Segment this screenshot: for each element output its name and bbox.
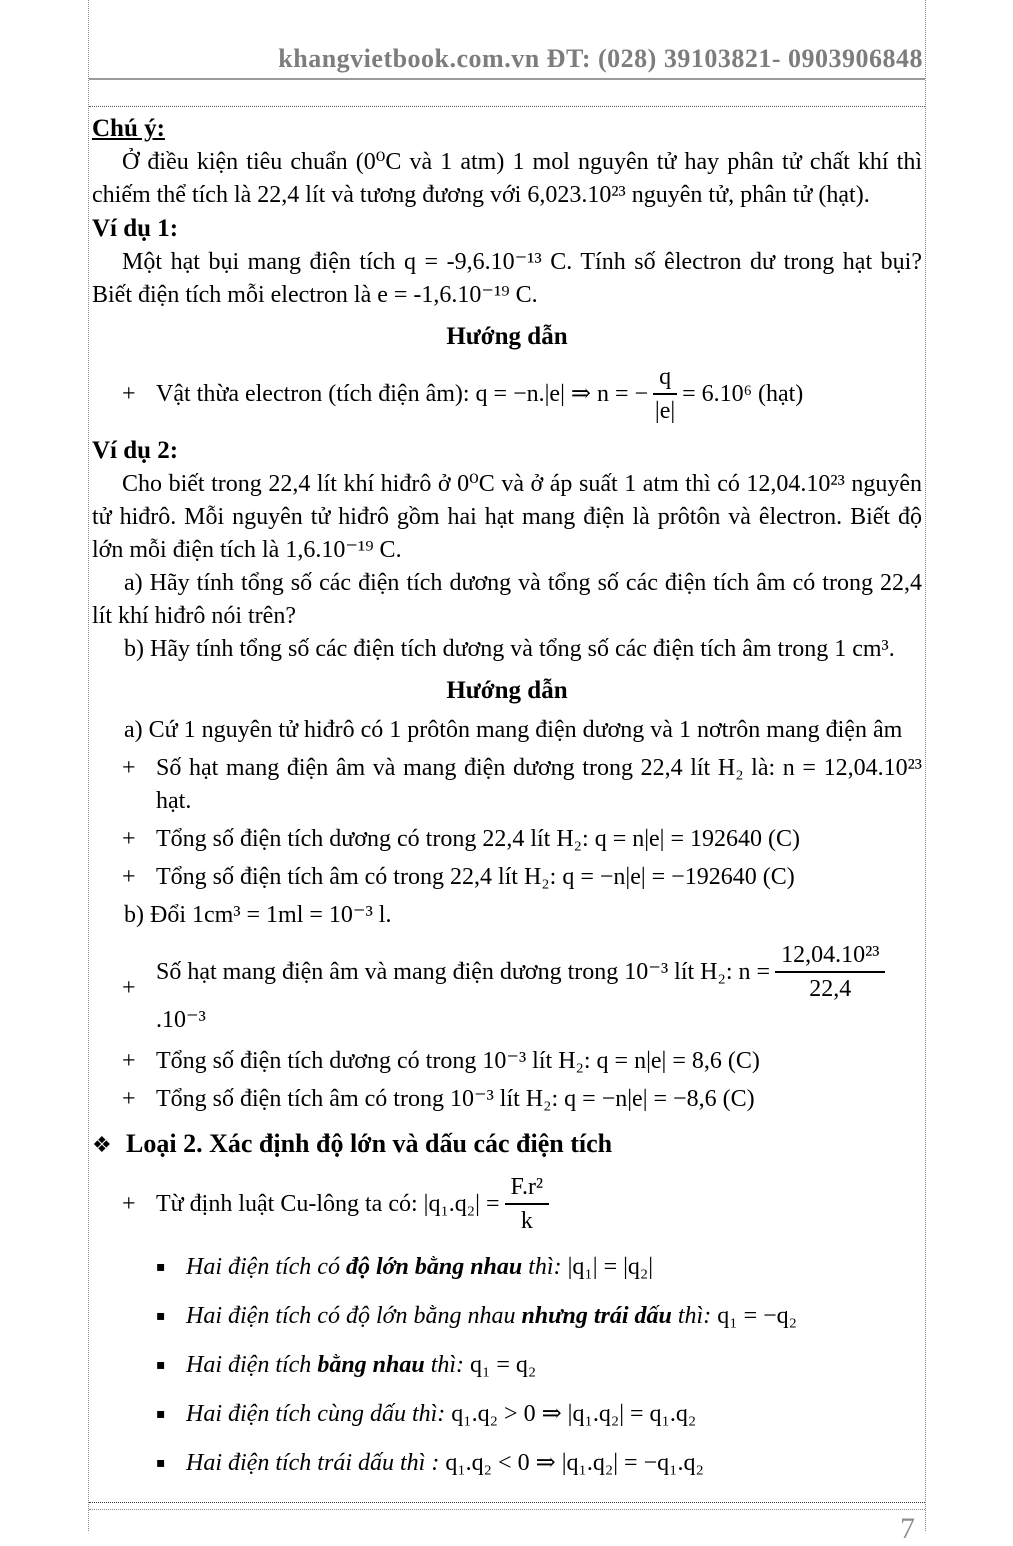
- example2-question-b: b) Hãy tính tổng số các điện tích dương và tổng số các điện tích âm trong 1 cm³.: [124, 636, 895, 662]
- page-footer: [89, 1509, 925, 1546]
- fraction: [653, 362, 677, 426]
- solution-b-intro: b) Đổi 1cm³ = 1ml = 10⁻³ l.: [124, 902, 392, 928]
- plus-marker: +: [122, 864, 136, 890]
- example1-heading: Ví dụ 1:: [92, 215, 179, 242]
- case-formula: q₁ = q₂: [470, 1352, 537, 1378]
- fraction-numerator: q: [653, 362, 677, 395]
- solution-b-item: [92, 1045, 922, 1078]
- case-text: Hai điện tích: [186, 1352, 318, 1378]
- case-text: thì:: [424, 1352, 471, 1378]
- case-bold-text: bằng nhau: [317, 1352, 425, 1378]
- plus-marker: +: [122, 380, 136, 407]
- solution-a-intro: a) Cứ 1 nguyên tử hiđrô có 1 prôtôn mang điện dương và 1 nơtrôn mang điện âm: [124, 717, 903, 743]
- note-heading: Chú ý:: [92, 115, 165, 142]
- example1-solution-line: [92, 362, 922, 426]
- fraction-denominator: k: [520, 1208, 533, 1234]
- plus-marker: +: [122, 826, 136, 852]
- case-text: Hai điện tích có: [186, 1254, 346, 1280]
- square-bullet-icon: ▪: [156, 1357, 166, 1373]
- plus-marker: +: [122, 1086, 136, 1112]
- solution-a-item-text: Tổng số điện tích âm có trong 22,4 lít H₂: q = −n|e| = −192640 (C): [156, 864, 795, 890]
- case-text: Hai điện tích trái dấu thì :: [186, 1450, 446, 1476]
- solution-a-item: [92, 861, 922, 894]
- example2-heading: Ví dụ 2:: [92, 437, 179, 464]
- case-text: Hai điện tích có độ lớn bằng nhau: [186, 1303, 522, 1329]
- header-site-text: khangvietbook.com.vn ĐT: (028) 39103821- 0903906848: [278, 44, 923, 73]
- solution-a-item: [92, 752, 922, 818]
- guide-heading-2: Hướng dẫn: [446, 677, 568, 704]
- solution-b-item-text: Tổng số điện tích dương có trong 10⁻³ lít H₂: q = n|e| = 8,6 (C): [156, 1048, 760, 1074]
- case-text: thì:: [522, 1254, 568, 1280]
- square-bullet-icon: ▪: [156, 1259, 166, 1275]
- fraction-denominator: 22,4: [809, 976, 852, 1002]
- coulomb-law-line: [92, 1172, 922, 1236]
- solution-b-item: [92, 1083, 922, 1116]
- fraction-numerator: 12,04.10²³: [775, 940, 885, 973]
- square-bullet-icon: ▪: [156, 1406, 166, 1422]
- square-bullet-icon: ▪: [156, 1308, 166, 1324]
- coulomb-law-formula: [156, 1172, 554, 1236]
- formula-suffix: .10⁻³: [156, 1007, 206, 1033]
- case-bold-text: độ lớn bằng nhau: [345, 1254, 523, 1280]
- formula-prefix: Từ định luật Cu-lông ta có: |q₁.q₂| =: [156, 1190, 500, 1217]
- charge-case-item: [92, 1445, 922, 1481]
- type2-heading-row: [92, 1126, 922, 1164]
- formula-prefix: Vật thừa electron (tích điện âm): q = −n.|e| ⇒ n = −: [156, 380, 649, 407]
- case-formula: |q₁| = |q₂|: [567, 1254, 654, 1280]
- solution-a-item: [92, 823, 922, 856]
- case-bold-text: nhưng trái dấu: [521, 1303, 672, 1329]
- fraction: [775, 940, 885, 1004]
- content-frame: [89, 106, 925, 1503]
- solution-b-formula: [156, 940, 922, 1037]
- plus-marker: +: [122, 1190, 136, 1217]
- case-formula: q₁.q₂ < 0 ⇒ |q₁.q₂| = −q₁.q₂: [445, 1450, 704, 1476]
- case-text: thì:: [671, 1303, 718, 1329]
- case-formula: q₁ = −q₂: [717, 1303, 798, 1329]
- case-text: Hai điện tích cùng dấu thì:: [186, 1401, 452, 1427]
- type2-heading: Loại 2. Xác định độ lớn và dấu các điện tích: [126, 1129, 613, 1158]
- example1-solution-formula: [156, 362, 803, 426]
- solution-a-item-text: Số hạt mang điện âm và mang điện dương trong 22,4 lít H₂ là: n = 12,04.10²³ hạt.: [156, 755, 922, 814]
- solution-b-fraction-line: [92, 940, 922, 1037]
- solution-a-item-text: Tổng số điện tích dương có trong 22,4 lít H₂: q = n|e| = 192640 (C): [156, 826, 801, 852]
- page-frame: [88, 0, 926, 1545]
- header-gap: [89, 80, 925, 106]
- fraction-numerator: F.r²: [505, 1172, 550, 1205]
- case-formula: q₁.q₂ > 0 ⇒ |q₁.q₂| = q₁.q₂: [451, 1401, 697, 1427]
- charge-case-item: [92, 1396, 922, 1432]
- plus-marker: +: [122, 1048, 136, 1074]
- diamond-bullet-icon: ❖: [92, 1133, 112, 1158]
- page-header: [89, 0, 925, 80]
- page-number: 7: [900, 1512, 915, 1545]
- square-bullet-icon: ▪: [156, 1455, 166, 1471]
- example2-question-a: a) Hãy tính tổng số các điện tích dương và tổng số các điện tích âm có trong 22,4 lít khí hiđrô nói trên?: [92, 570, 922, 629]
- formula-prefix: Số hạt mang điện âm và mang điện dương trong 10⁻³ lít H₂: n =: [156, 958, 771, 985]
- guide-heading-1: Hướng dẫn: [446, 323, 568, 350]
- example2-body: Cho biết trong 22,4 lít khí hiđrô ở 0⁰C và ở áp suất 1 atm thì có 12,04.10²³ nguyên tử hiđrô. Mỗi nguyên tử hiđrô gồm hai hạt mang điện là prôtôn và êlectron. Biết độ lớn mỗi điện tích là 1,6.10⁻¹⁹ C.: [92, 471, 922, 563]
- fraction-denominator: |e|: [654, 398, 676, 424]
- charge-case-item: [92, 1298, 922, 1334]
- note-body: Ở điều kiện tiêu chuẩn (0⁰C và 1 atm) 1 mol nguyên tử hay phân tử chất khí thì chiếm thể tích là 22,4 lít và tương đương với 6,023.10²³ nguyên tử, phân tử (hạt).: [92, 149, 922, 208]
- charge-case-item: [92, 1249, 922, 1285]
- formula-suffix: = 6.10⁶ (hạt): [682, 380, 804, 407]
- solution-b-item-text: Tổng số điện tích âm có trong 10⁻³ lít H₂: q = −n|e| = −8,6 (C): [156, 1086, 755, 1112]
- charge-case-item: [92, 1347, 922, 1383]
- plus-marker: +: [122, 755, 136, 781]
- plus-marker: +: [122, 975, 136, 1001]
- fraction: [505, 1172, 550, 1236]
- example1-body: Một hạt bụi mang điện tích q = -9,6.10⁻¹³ C. Tính số êlectron dư trong hạt bụi? Biết điện tích mỗi electron là e = -1,6.10⁻¹⁹ C.: [92, 249, 922, 308]
